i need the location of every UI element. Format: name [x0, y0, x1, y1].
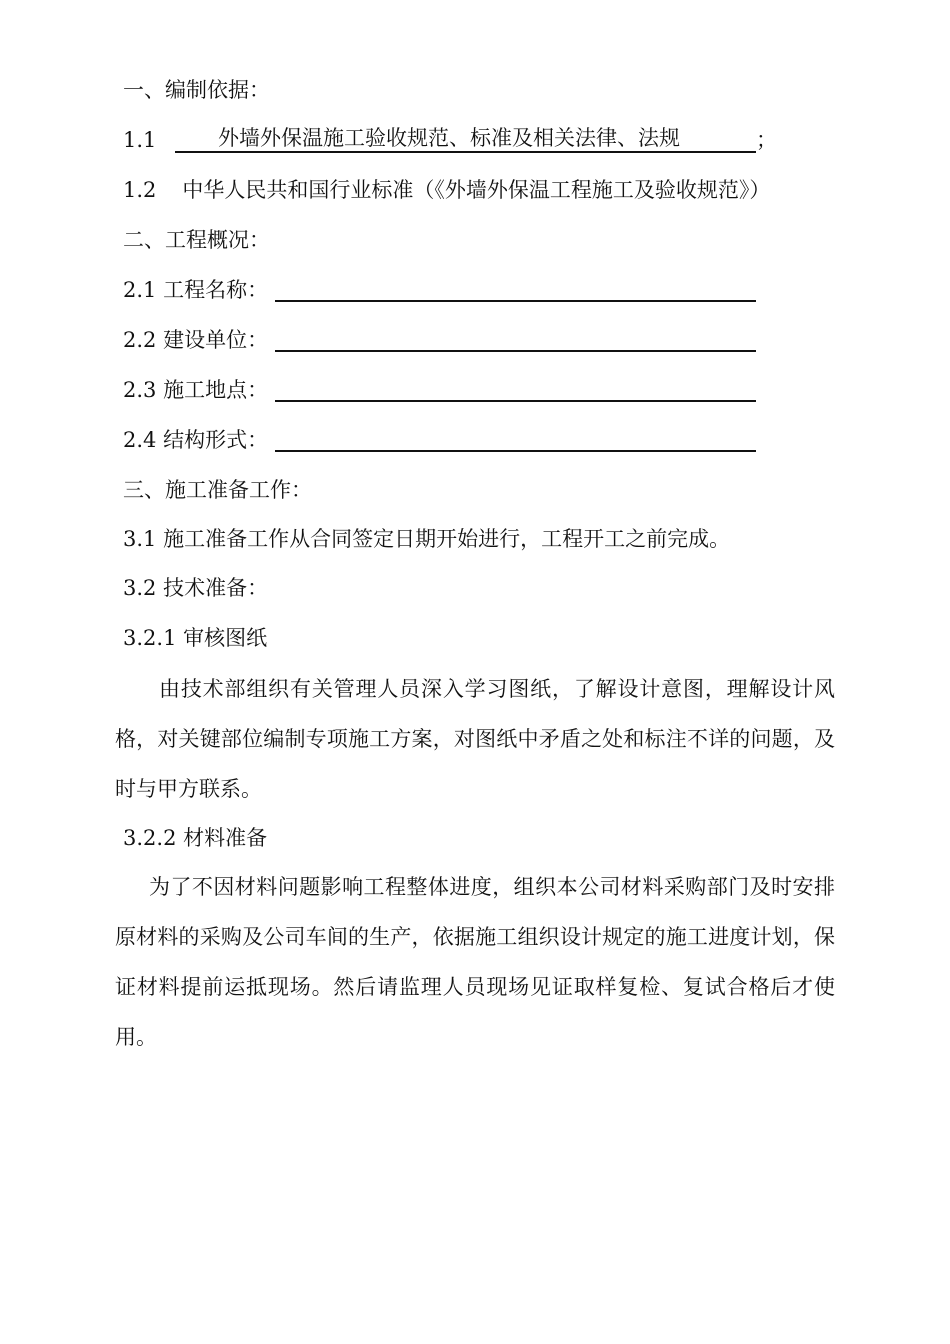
- item-3-1-text: 3.1 施工准备工作从合同签定日期开始进行，工程开工之前完成。: [123, 527, 731, 551]
- structure-form-label: 2.4 结构形式：: [123, 428, 269, 452]
- builder-unit-field: [275, 350, 756, 352]
- item-3-2-2-body: 为了不因材料问题影响工程整体进度，组织本公司材料采购部门及时安排原材料的采购及公司车间的生产，依据施工组织设计规定的施工进度计划，保证材料提前运抵现场。然后请监理人员现场见证取样复检、复试合格后才使用。: [115, 875, 835, 1049]
- item-3-2-2-heading: 3.2.2 材料准备: [123, 826, 268, 850]
- section-2-heading: 二、工程概况：: [123, 228, 270, 252]
- item-3-2-1-heading: 3.2.1 审核图纸: [123, 626, 268, 650]
- item-3-2-1-body: 由技术部组织有关管理人员深入学习图纸，了解设计意图，理解设计风格，对关键部位编制专项施工方案，对图纸中矛盾之处和标注不详的问题，及时与甲方联系。: [115, 677, 835, 801]
- site-location-field: [275, 400, 756, 402]
- section-3-heading: 三、施工准备工作：: [123, 478, 312, 502]
- item-1-1-number: 1.1: [123, 128, 157, 152]
- project-name-field: [275, 300, 756, 302]
- item-1-2-text: 中华人民共和国行业标准（《外墙外保温工程施工及验收规范》）: [182, 178, 771, 202]
- item-1-1-underline: [175, 151, 756, 153]
- site-location-label: 2.3 施工地点：: [123, 378, 269, 402]
- structure-form-field: [275, 450, 756, 452]
- item-3-2-heading: 3.2 技术准备：: [123, 576, 269, 600]
- section-1-heading: 一、编制依据：: [123, 78, 270, 102]
- item-1-1-end-mark: ；: [756, 128, 777, 152]
- project-name-label: 2.1 工程名称：: [123, 278, 269, 302]
- builder-unit-label: 2.2 建设单位：: [123, 328, 269, 352]
- item-1-1-filled-text: 外墙外保温施工验收规范、标准及相关法律、法规: [218, 126, 680, 150]
- item-1-2-number: 1.2: [123, 178, 157, 202]
